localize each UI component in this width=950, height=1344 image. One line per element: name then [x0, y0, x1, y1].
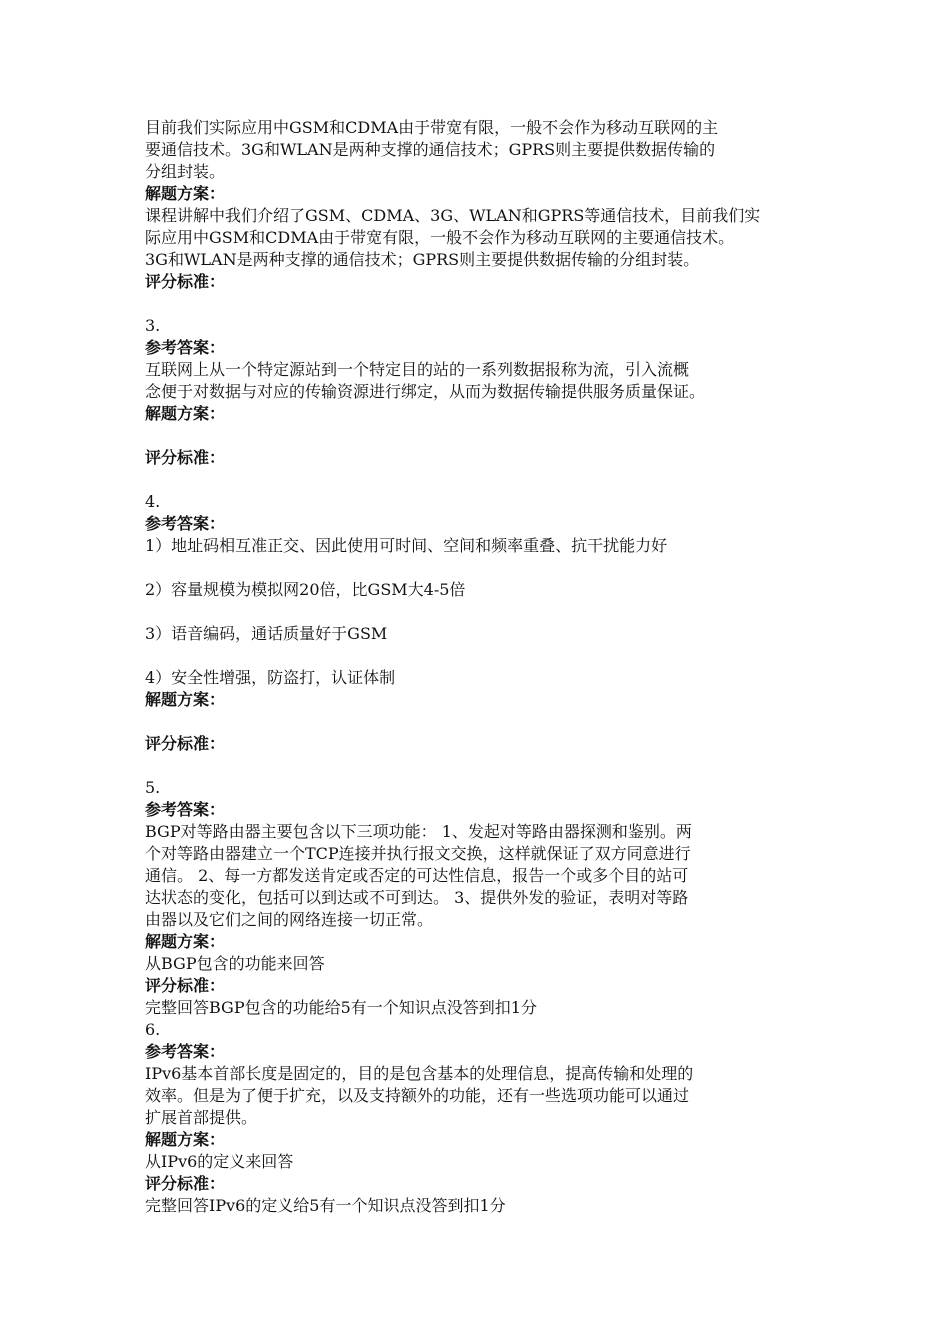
grading-label: 评分标准： — [145, 976, 226, 995]
answer-label: 参考答案： — [145, 514, 226, 533]
answer-item: 2）容量规模为模拟网20倍，比GSM大4-5倍 — [145, 580, 466, 599]
question-block-3 — [145, 315, 825, 491]
solution-line: 3G和WLAN是两种支撑的通信技术；GPRS则主要提供数据传输的分组封装。 — [145, 250, 700, 269]
answer-label: 参考答案： — [145, 1042, 226, 1061]
solution-label: 解题方案： — [145, 184, 226, 203]
answer-line: 达状态的变化，包括可以到达或不可到达。 3、提供外发的验证，表明对等路 — [145, 888, 689, 907]
answer-line: 念便于对数据与对应的传输资源进行绑定，从而为数据传输提供服务质量保证。 — [145, 382, 706, 401]
blank-line — [145, 755, 825, 777]
blank-line — [145, 425, 825, 447]
question-number: 4. — [145, 492, 161, 511]
solution-line: 际应用中GSM和CDMA由于带宽有限，一般不会作为移动互联网的主要通信技术。 — [145, 228, 735, 247]
answer-line: 互联网上从一个特定源站到一个特定目的站的一系列数据报称为流，引入流概 — [145, 360, 690, 379]
grading-line: 完整回答IPv6的定义给5有一个知识点没答到扣1分 — [145, 1196, 506, 1215]
solution-line: 课程讲解中我们介绍了GSM、CDMA、3G、WLAN和GPRS等通信技术，目前我们实 — [145, 206, 761, 225]
question-number: 6. — [145, 1020, 161, 1039]
question-block-4 — [145, 491, 825, 777]
answer-label: 参考答案： — [145, 800, 226, 819]
answer-line: 目前我们实际应用中GSM和CDMA由于带宽有限，一般不会作为移动互联网的主 — [145, 118, 719, 137]
grading-label: 评分标准： — [145, 272, 226, 291]
answer-item: 4）安全性增强，防盗打，认证体制 — [145, 668, 396, 687]
grading-label: 评分标准： — [145, 734, 226, 753]
answer-line: 分组封装。 — [145, 162, 226, 181]
answer-line: 通信。 2、每一方都发送肯定或否定的可达性信息，报告一个或多个目的站可 — [145, 866, 689, 885]
answer-line: 个对等路由器建立一个TCP连接并执行报文交换，这样就保证了双方同意进行 — [145, 844, 691, 863]
question-block-5 — [145, 777, 825, 1019]
grading-label: 评分标准： — [145, 1174, 226, 1193]
blank-line — [145, 645, 825, 667]
answer-item: 3）语音编码，通话质量好于GSM — [145, 624, 388, 643]
answer-label: 参考答案： — [145, 338, 226, 357]
answer-line: 要通信技术。3G和WLAN是两种支撑的通信技术；GPRS则主要提供数据传输的 — [145, 140, 716, 159]
blank-line — [145, 469, 825, 491]
answer-line: 由器以及它们之间的网络连接一切正常。 — [145, 910, 434, 929]
document-page — [145, 117, 825, 1217]
answer-line: 效率。但是为了便于扩充，以及支持额外的功能，还有一些选项功能可以通过 — [145, 1086, 690, 1105]
question-number: 3. — [145, 316, 161, 335]
answer-item: 1）地址码相互准正交、因此使用可时间、空间和频率重叠、抗干扰能力好 — [145, 536, 668, 555]
blank-line — [145, 557, 825, 579]
grading-line: 完整回答BGP包含的功能给5有一个知识点没答到扣1分 — [145, 998, 537, 1017]
blank-line — [145, 601, 825, 623]
solution-label: 解题方案： — [145, 932, 226, 951]
solution-line: 从BGP包含的功能来回答 — [145, 954, 325, 973]
answer-line: 扩展首部提供。 — [145, 1108, 258, 1127]
grading-label: 评分标准： — [145, 448, 226, 467]
answer-line: IPv6基本首部长度是固定的，目的是包含基本的处理信息，提高传输和处理的 — [145, 1064, 694, 1083]
solution-label: 解题方案： — [145, 1130, 226, 1149]
solution-label: 解题方案： — [145, 690, 226, 709]
answer-line: BGP对等路由器主要包含以下三项功能： 1、发起对等路由器探测和鉴别。两 — [145, 822, 692, 841]
question-number: 5. — [145, 778, 161, 797]
solution-label: 解题方案： — [145, 404, 226, 423]
solution-line: 从IPv6的定义来回答 — [145, 1152, 294, 1171]
question-block-6 — [145, 1019, 825, 1217]
blank-line — [145, 293, 825, 315]
blank-line — [145, 711, 825, 733]
question-block-2 — [145, 117, 825, 315]
